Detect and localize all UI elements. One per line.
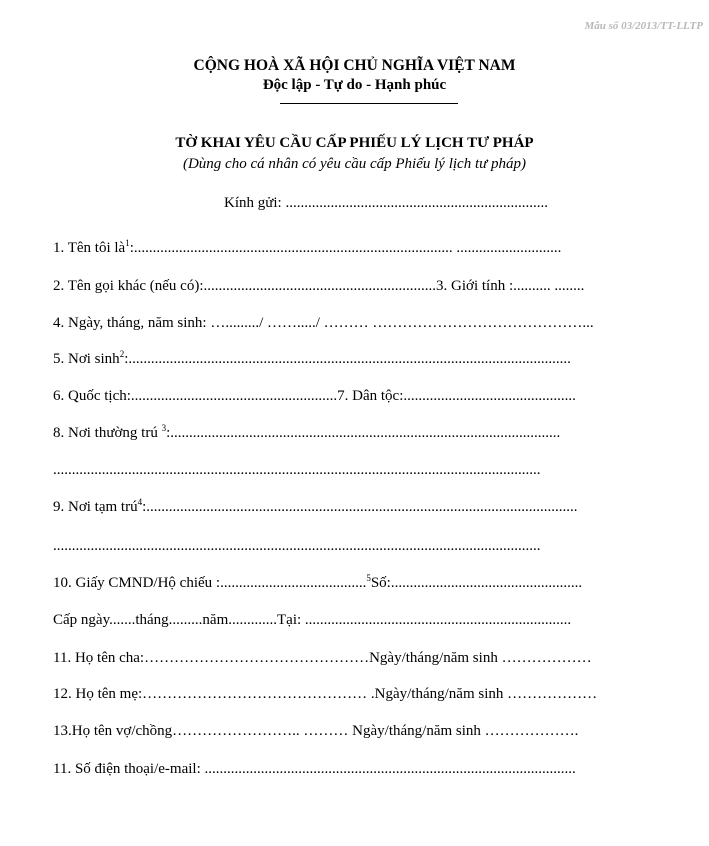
form-code: Mẫu số 03/2013/TT-LLTP: [584, 20, 703, 32]
field-name[interactable]: [53, 240, 561, 257]
field-permanent-residence[interactable]: [53, 425, 560, 442]
field-phone-email[interactable]: 11. Số điện thoại/e-mail: ...................................................................................................: [53, 761, 576, 777]
footnote-5: 5: [366, 573, 371, 583]
field-id-card-label: 10. Giấy CMND/Hộ chiếu :.......................................: [53, 575, 367, 591]
form-subtitle: (Dùng cho cá nhân có yêu cầu cấp Phiếu lý lịch tư pháp): [182, 156, 527, 172]
country-name: CỘNG HOÀ XÃ HỘI CHỦ NGHĨA VIỆT NAM: [193, 57, 516, 74]
field-father[interactable]: 11. Họ tên cha:………………………………………Ngày/tháng/năm sinh ………………: [53, 650, 592, 666]
field-issue-date-place[interactable]: Cấp ngày.......tháng.........năm.............Tại: .......................................................................: [53, 612, 572, 628]
footnote-3: 3: [161, 423, 167, 433]
field-name-dots: :..................................................................................... ............................: [129, 240, 562, 256]
field-permanent-residence-cont[interactable]: ..................................................................................................................................: [53, 462, 541, 478]
footnote-1: 1: [125, 238, 130, 248]
field-name-label: 1. Tên tôi là: [53, 240, 126, 256]
field-temporary-residence-cont[interactable]: ..................................................................................................................................: [53, 538, 541, 554]
field-id-card[interactable]: [53, 575, 582, 592]
header-divider: [280, 103, 458, 104]
field-birthplace-dots: :......................................................................................................................: [124, 351, 571, 367]
field-nationality-ethnicity[interactable]: 6. Quốc tịch:.......................................................7. Dân tộc:..............................................: [53, 388, 576, 404]
kinh-gui-field[interactable]: Kính gửi: ......................................................................: [224, 195, 548, 211]
field-mother[interactable]: 12. Họ tên mẹ:……………………………………… .Ngày/tháng/năm sinh ………………: [53, 686, 598, 702]
field-birthplace[interactable]: [53, 351, 571, 368]
field-birthplace-label: 5. Nơi sinh: [53, 351, 120, 367]
footnote-2: 2: [119, 349, 125, 359]
field-date-of-birth[interactable]: 4. Ngày, tháng, năm sinh: …........./ ……...../ ……… ……………………………………...: [53, 315, 594, 331]
field-temporary-residence[interactable]: [53, 499, 578, 516]
field-permanent-residence-dots: :........................................................................................................: [166, 425, 561, 441]
field-spouse[interactable]: 13.Họ tên vợ/chồng…………………….. ……… Ngày/tháng/năm sinh ……………….: [53, 723, 579, 739]
field-temporary-residence-label: 9. Nơi tạm trú: [53, 499, 138, 515]
field-temporary-residence-dots: :...................................................................................................................: [142, 499, 578, 515]
form-title: TỜ KHAI YÊU CẦU CẤP PHIẾU LÝ LỊCH TƯ PHÁP: [175, 135, 534, 151]
field-other-name-gender[interactable]: 2. Tên gọi khác (nếu có):..............................................................3. Giới tính :.......... ........: [53, 278, 585, 294]
national-motto: Độc lập - Tự do - Hạnh phúc: [262, 77, 447, 93]
field-permanent-residence-label: 8. Nơi thường trú: [53, 425, 162, 441]
footnote-4: 4: [137, 497, 143, 507]
field-id-card-number: Số:...................................................: [370, 575, 583, 591]
